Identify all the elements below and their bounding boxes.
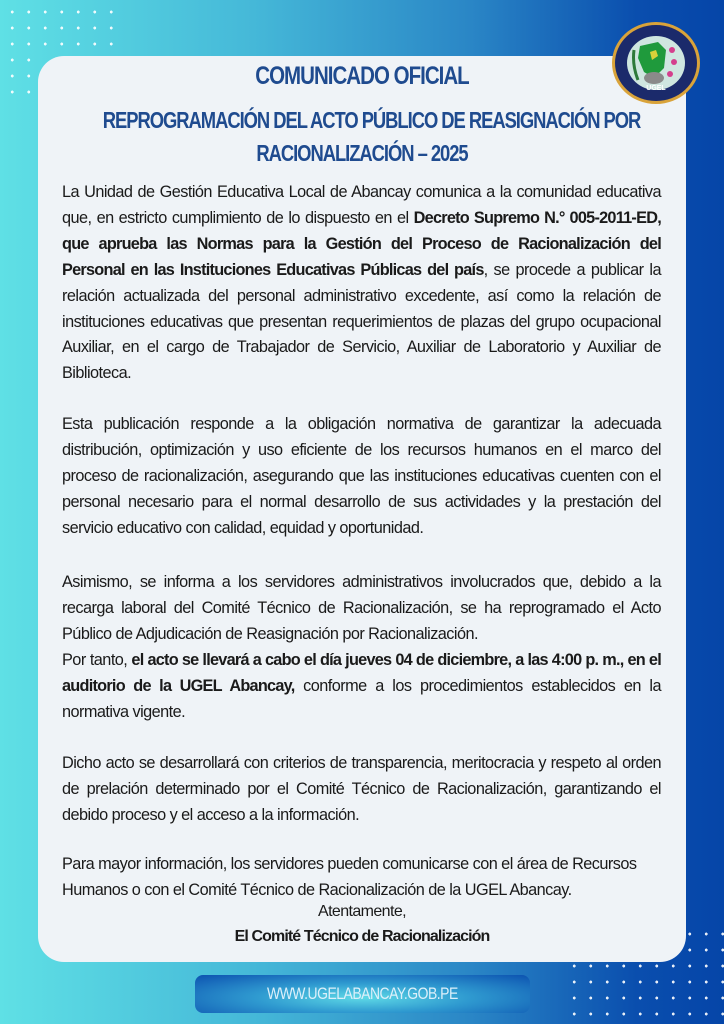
page-subtitle xyxy=(38,104,686,170)
paragraph-3 xyxy=(62,570,661,725)
paragraph-5-text: Para mayor información, los servidores pueden comunicarse con el área de Recursos Humanos o con el Comité Técnico de Racionalización de la UGEL Abancay. xyxy=(62,855,637,899)
paragraph-4 xyxy=(62,751,661,829)
paragraph-2 xyxy=(62,412,661,542)
signer-name: El Comité Técnico de Racionalización xyxy=(234,928,490,945)
paragraph-2-text: Esta publicación responde a la obligación normativa de garantizar la adecuada distribución, optimización y uso eficiente de los recursos humanos en el marco del proceso de racionalización, asegurando que las instituciones educativas cuenten con el personal necesario para el normal desarrollo de sus actividades y la prestación del servicio educativo con calidad, equidad y oportunidad. xyxy=(62,415,661,537)
paragraph-1-text-end: , se procede a publicar la relación actualizada del personal administrativo excedente, así como la relación de instituciones educativas que presentan requerimientos de plazas del grupo ocupacional Auxiliar, en el cargo de Trabajador de Servicio, Auxiliar de Laboratorio y Auxiliar de Biblioteca. xyxy=(62,260,661,383)
paragraph-4-text: Dicho acto se desarrollará con criterios de transparencia, meritocracia y respeto al orden de prelación determinado por el Comité Técnico de Racionalización, garantizando el debido proceso y el acceso a la información. xyxy=(62,754,661,824)
paragraph-1-text: La Unidad de Gestión Educativa Local de Abancay comunica a la comunidad educativa que, en estricto cumplimiento de lo dispuesto en el xyxy=(62,183,661,227)
website-link[interactable] xyxy=(195,975,530,1013)
paragraph-5 xyxy=(62,852,661,904)
subtitle-line-1: REPROGRAMACIÓN DEL ACTO PÚBLICO DE REASIGNACIÓN POR xyxy=(102,107,641,133)
paragraph-1 xyxy=(62,180,661,387)
paragraph-3b-end: conforme a los procedimientos establecidos en la normativa vigente. xyxy=(62,676,662,721)
event-date-location: el acto se llevará a cabo el día jueves 04 de diciembre, a las 4:00 p. m., en el auditorio de la UGEL Abancay, xyxy=(62,650,661,695)
page-title: COMUNICADO OFICIAL xyxy=(255,62,469,90)
paragraph-3-text: Asimismo, se informa a los servidores administrativos involucrados que, debido a la recarga laboral del Comité Técnico de Racionalización, se ha reprogramado el Acto Público de Adjudicación de Reasignación por Racionalización. xyxy=(62,573,661,643)
decorative-dot-grid-left xyxy=(4,52,34,96)
seal-center-text: UGEL xyxy=(646,85,666,92)
paragraph-3b-lead: Por tanto, xyxy=(62,650,132,669)
subtitle-line-2: RACIONALIZACIÓN – 2025 xyxy=(256,140,468,166)
decree-reference: Decreto Supremo N.° 005-2011-ED, que aprueba las Normas para la Gestión del Proceso de Racionalización del Personal en las Instituciones Educativas Públicas del país xyxy=(62,208,661,279)
website-url[interactable]: WWW.UGELABANCAY.GOB.PE xyxy=(267,984,458,1003)
closing-salutation: Atentamente, xyxy=(318,903,406,920)
decorative-dot-grid-top-left xyxy=(4,4,120,52)
